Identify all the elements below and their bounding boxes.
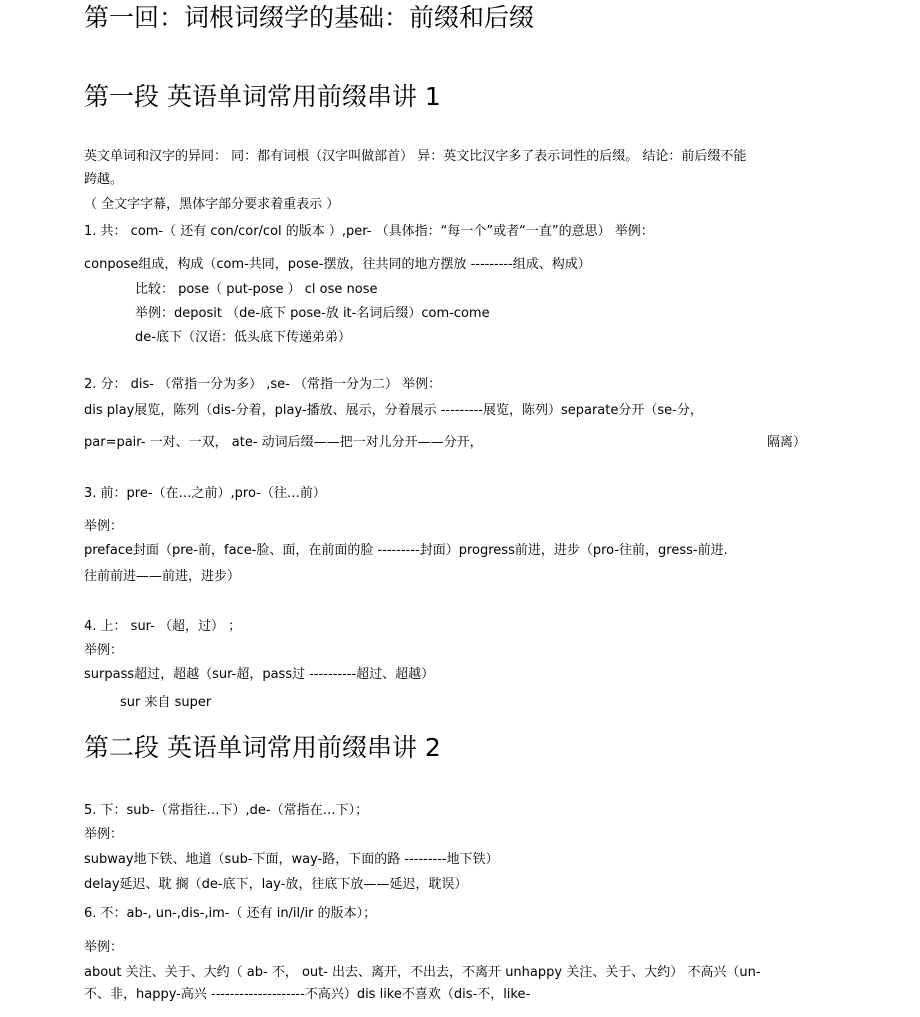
text-line: 举例： xyxy=(84,519,124,534)
text-line: 往前前进——前进，进步） xyxy=(84,569,241,584)
section-heading: 第一段 英语单词常用前缀串讲 1 xyxy=(84,82,441,111)
text-line: 隔离） xyxy=(767,435,807,450)
text-line: preface封面（pre-前，face-脸、面，在前面的脸 ---------封面）progress前进，进步（pro-往前，gress-前进. xyxy=(84,543,728,558)
text-line: dis play展览，陈列（dis-分着，play-播放、展示，分着展示 ---------展览，陈列）separate分开（se-分， xyxy=(84,403,703,418)
text-line: 举例： xyxy=(84,827,124,842)
document-title: 第一回：词根词缀学的基础：前缀和后缀 xyxy=(84,3,535,32)
text-line: par=pair- 一对、一双， ate- 动词后缀——把一对儿分开——分开， xyxy=(84,435,483,450)
text-line: 3. 前：pre-（在…之前）,pro-（往…前） xyxy=(84,486,326,501)
text-line: 跨越。 xyxy=(84,172,124,187)
text-line: 4. 上： sur- （超，过） ； xyxy=(84,619,242,634)
text-line: 6. 不：ab-, un-,dis-,im-（ 还有 in/il/ir 的版本）； xyxy=(84,906,377,921)
text-line: subway地下铁、地道（sub-下面，way-路，下面的路 ---------地下铁） xyxy=(84,852,499,867)
text-line: sur 来自 super xyxy=(120,695,212,710)
text-line: 举例： xyxy=(84,940,124,955)
text-line: 5. 下：sub-（常指往…下）,de-（常指在…下）； xyxy=(84,803,369,818)
text-line: 举例：deposit （de-底下 pose-放 it-名词后缀）com-come xyxy=(135,306,490,321)
text-line: 不、非，happy-高兴 --------------------不高兴）dis like不喜欢（dis-不，like- xyxy=(84,987,531,1002)
text-line: 比较： pose（ put-pose ） cl ose nose xyxy=(135,282,378,297)
text-line: conpose组成，构成（com-共同，pose-摆放，往共同的地方摆放 ---------组成、构成） xyxy=(84,257,591,272)
text-line: about 关注、关于、大约（ ab- 不， out- 出去、离开，不出去，不离开 unhappy 关注、关于、大约） 不高兴（un- xyxy=(84,965,761,980)
text-line: （ 全文字字幕，黑体字部分要求着重表示 ） xyxy=(84,197,340,212)
section-heading: 第二段 英语单词常用前缀串讲 2 xyxy=(84,733,441,762)
text-line: delay延迟、耽 搁（de-底下，lay-放，往底下放——延迟，耽误） xyxy=(84,877,468,892)
text-line: surpass超过，超越（sur-超，pass过 ----------超过、超越） xyxy=(84,667,435,682)
text-line: de-底下（汉语：低头底下传递弟弟） xyxy=(135,330,351,345)
text-line: 举例： xyxy=(84,643,124,658)
text-line: 英文单词和汉字的异同： 同：都有词根（汉字叫做部首） 异：英文比汉字多了表示词性的后缀。 结论：前后缀不能 xyxy=(84,149,747,164)
text-line: 2. 分： dis- （常指一分为多） ,se- （常指一分为二） 举例： xyxy=(84,377,442,392)
text-line: 1. 共： com-（ 还有 con/cor/col 的版本 ）,per- （具体指：“每一个”或者“一直”的意思） 举例： xyxy=(84,224,654,239)
